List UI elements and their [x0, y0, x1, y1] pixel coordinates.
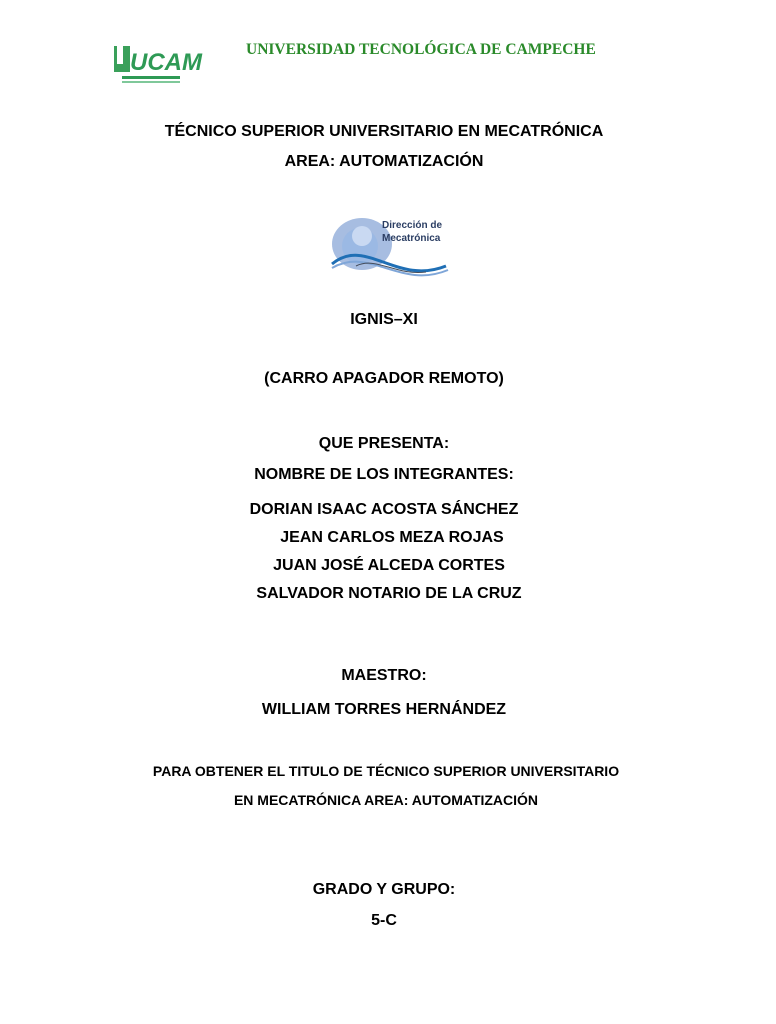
mecatronica-logo-line2: Mecatrónica [382, 233, 441, 244]
member-name: JEAN CARLOS MEZA ROJAS [280, 529, 504, 546]
mecatronica-logo [326, 206, 452, 278]
university-name: UNIVERSIDAD TECNOLÓGICA DE CAMPECHE [246, 41, 596, 58]
mecatronica-logo-line1: Dirección de [382, 220, 443, 231]
group-heading: GRADO Y GRUPO: [312, 881, 456, 898]
project-name: IGNIS–XI [350, 311, 418, 328]
program-title: TÉCNICO SUPERIOR UNIVERSITARIO EN MECATRÓNICA [164, 123, 604, 140]
purpose-line-1: PARA OBTENER EL TITULO DE TÉCNICO SUPERIOR UNIVERSITARIO [152, 763, 620, 779]
member-name: DORIAN ISAAC ACOSTA SÁNCHEZ [249, 501, 519, 518]
teacher-heading: MAESTRO: [341, 667, 427, 684]
member-name: SALVADOR NOTARIO DE LA CRUZ [256, 585, 522, 602]
member-name: JUAN JOSÉ ALCEDA CORTES [273, 557, 505, 574]
presenters-heading: QUE PRESENTA: [318, 435, 450, 452]
ucam-logo [108, 40, 202, 88]
group-value: 5-C [371, 912, 397, 929]
ucam-logo-text: UCAM [130, 49, 202, 76]
purpose-line-2: EN MECATRÓNICA AREA: AUTOMATIZACIÓN [233, 792, 539, 808]
program-area: AREA: AUTOMATIZACIÓN [284, 153, 484, 170]
members-heading: NOMBRE DE LOS INTEGRANTES: [254, 466, 514, 483]
project-subtitle: (CARRO APAGADOR REMOTO) [264, 370, 504, 387]
teacher-name: WILLIAM TORRES HERNÁNDEZ [261, 701, 507, 718]
